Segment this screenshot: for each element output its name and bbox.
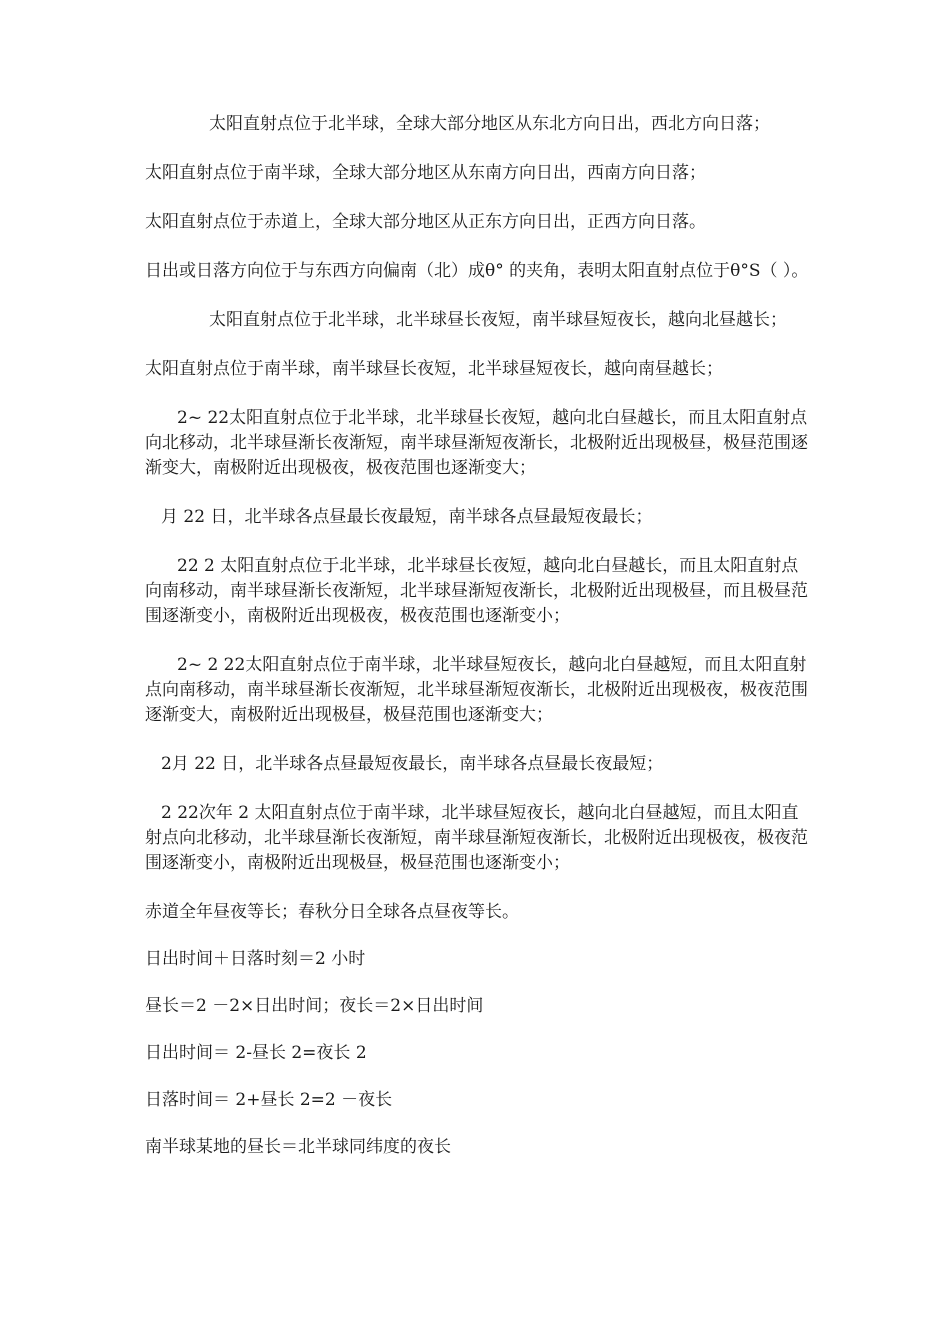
paragraph-equator-equal: 赤道全年昼夜等长；春秋分日全球各点昼夜等长。 — [145, 902, 519, 922]
paragraph-autumn: 2~ 2 22太阳直射点位于南半球，北半球昼短夜长，越向北白昼越短，而且太阳直射点向南移动，南半球昼渐长夜渐短，北半球昼渐短夜渐长，北极附近出现极夜，极夜范围逐渐变大，南极附近出现极昼，极昼范围也逐渐变大； — [145, 655, 808, 725]
formula-sunrise-sunset-sum: 日出时间＋日落时刻＝2 小时 — [145, 949, 366, 969]
paragraph-summer: 22 2 太阳直射点位于北半球，北半球昼长夜短，越向北白昼越长，而且太阳直射点向南移动，南半球昼渐长夜渐短，北半球昼渐短夜渐长，北极附近出现极昼，而且极昼范围逐渐变小，南极附近出现极夜，极夜范围也逐渐变小； — [145, 556, 808, 626]
paragraph-winter-solstice: 2月 22 日，北半球各点昼最短夜最长，南半球各点昼最长夜最短； — [161, 754, 664, 774]
paragraph-spring: 2~ 22太阳直射点位于北半球，北半球昼长夜短，越向北白昼越长，而且太阳直射点向北移动，北半球昼渐长夜渐短，南半球昼渐短夜渐长，北极附近出现极昼，极昼范围逐渐变大，南极附近出现极夜，极夜范围也逐渐变大； — [145, 408, 808, 478]
paragraph-sunrise-equator: 太阳直射点位于赤道上，全球大部分地区从正东方向日出，正西方向日落。 — [145, 212, 706, 232]
paragraph-sunrise-south: 太阳直射点位于南半球，全球大部分地区从东南方向日出，西南方向日落； — [145, 163, 706, 183]
formula-sunset-time: 日落时间＝ 2+昼长 2=2 －夜长 — [145, 1090, 393, 1110]
paragraph-sunrise-north: 太阳直射点位于北半球，全球大部分地区从东北方向日出，西北方向日落； — [209, 114, 770, 134]
formula-southern-hemisphere: 南半球某地的昼长＝北半球同纬度的夜长 — [145, 1137, 451, 1157]
paragraph-daylength-north: 太阳直射点位于北半球，北半球昼长夜短，南半球昼短夜长，越向北昼越长； — [209, 310, 787, 330]
paragraph-sunrise-angle: 日出或日落方向位于与东西方向偏南（北）成θ° 的夹角，表明太阳直射点位于θ°S（ ）。 — [145, 261, 809, 281]
paragraph-daylength-south: 太阳直射点位于南半球，南半球昼长夜短，北半球昼短夜长，越向南昼越长； — [145, 359, 723, 379]
formula-day-night-length: 昼长＝2 －2×日出时间；夜长＝2×日出时间 — [145, 996, 484, 1016]
formula-sunrise-time: 日出时间＝ 2-昼长 2=夜长 2 — [145, 1043, 367, 1063]
paragraph-winter: 2 22次年 2 太阳直射点位于南半球，北半球昼短夜长，越向北白昼越短，而且太阳直射点向北移动，北半球昼渐长夜渐短，南半球昼渐短夜渐长，北极附近出现极夜，极夜范围逐渐变小，南极附近出现极昼，极昼范围也逐渐变小； — [145, 803, 808, 873]
paragraph-summer-solstice: 月 22 日，北半球各点昼最长夜最短，南半球各点昼最短夜最长； — [161, 507, 653, 527]
document-body — [145, 112, 810, 1182]
